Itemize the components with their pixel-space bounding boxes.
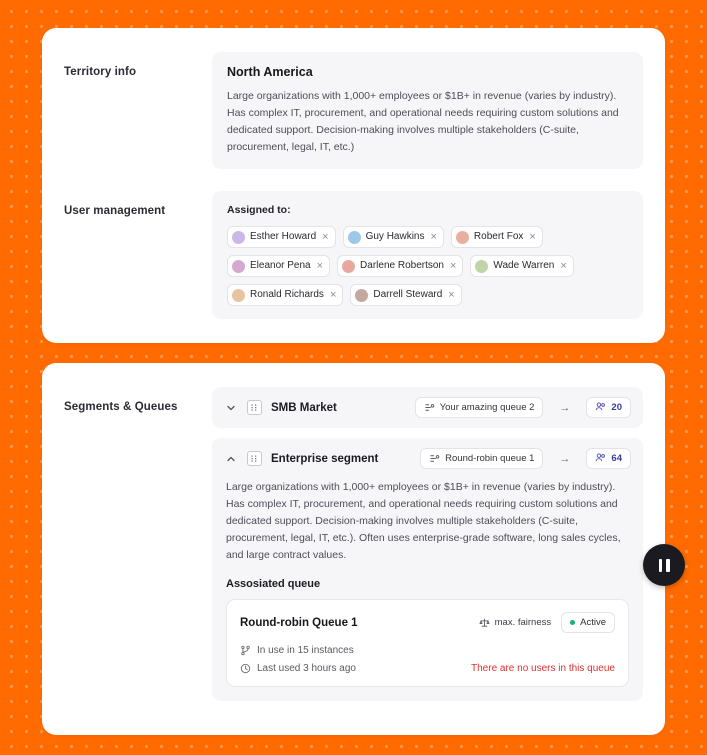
user-management-row bbox=[64, 191, 643, 319]
fairness-label: max. fairness bbox=[494, 617, 552, 628]
avatar bbox=[232, 231, 245, 244]
queue-card[interactable] bbox=[226, 599, 629, 687]
user-chip-label: Esther Howard bbox=[250, 231, 317, 242]
member-count: 64 bbox=[611, 453, 622, 464]
remove-user-icon[interactable]: × bbox=[448, 288, 455, 301]
queue-instances-row bbox=[240, 645, 615, 656]
queue-pill-label: Your amazing queue 2 bbox=[439, 402, 535, 413]
avatar bbox=[342, 260, 355, 273]
queue-card-header bbox=[240, 612, 615, 633]
fairness-indicator bbox=[479, 617, 552, 628]
territory-info-panel bbox=[212, 52, 643, 169]
queue-pill[interactable] bbox=[420, 448, 543, 469]
user-chip-label: Eleanor Pena bbox=[250, 260, 311, 271]
status-label: Active bbox=[580, 617, 606, 628]
avatar bbox=[355, 289, 368, 302]
avatar bbox=[456, 231, 469, 244]
user-chip[interactable] bbox=[470, 255, 573, 277]
status-badge[interactable] bbox=[561, 612, 615, 633]
avatar bbox=[348, 231, 361, 244]
member-count-pill[interactable] bbox=[586, 397, 631, 418]
territory-info-row bbox=[64, 52, 643, 169]
clock-icon bbox=[240, 663, 251, 674]
users-icon bbox=[595, 401, 606, 415]
user-management-label: User management bbox=[64, 205, 166, 217]
queue-card-title: Round-robin Queue 1 bbox=[240, 616, 358, 629]
queue-icon bbox=[424, 402, 435, 413]
arrow-right-icon: → bbox=[559, 452, 571, 465]
segments-label: Segments & Queues bbox=[64, 401, 178, 413]
user-chip[interactable] bbox=[343, 226, 444, 248]
avatar bbox=[475, 260, 488, 273]
member-count-pill[interactable] bbox=[586, 448, 631, 469]
assigned-to-label: Assigned to: bbox=[227, 204, 291, 216]
territory-card bbox=[42, 28, 665, 343]
arrow-right-icon: → bbox=[559, 401, 571, 414]
remove-user-icon[interactable]: × bbox=[529, 230, 536, 243]
user-chip-label: Guy Hawkins bbox=[365, 231, 425, 242]
user-chip[interactable] bbox=[227, 255, 330, 277]
remove-user-icon[interactable]: × bbox=[329, 288, 337, 301]
segment-header[interactable] bbox=[212, 438, 643, 479]
segment-name: SMB Market bbox=[271, 401, 337, 414]
users-icon bbox=[595, 452, 606, 466]
balance-icon bbox=[479, 617, 490, 628]
segment-body bbox=[212, 479, 643, 701]
remove-user-icon[interactable]: × bbox=[449, 259, 457, 272]
queue-instances-label: In use in 15 instances bbox=[257, 645, 354, 656]
queue-warning: There are no users in this queue bbox=[471, 663, 615, 674]
pause-button[interactable] bbox=[643, 544, 685, 586]
drag-handle-icon[interactable] bbox=[247, 400, 262, 415]
user-chip-label: Ronald Richards bbox=[250, 289, 324, 300]
pause-bar-left bbox=[659, 559, 663, 572]
pause-bar-right bbox=[666, 559, 670, 572]
queue-pill-label: Round-robin queue 1 bbox=[445, 453, 535, 464]
segment-item-smb[interactable] bbox=[212, 387, 643, 428]
avatar bbox=[232, 289, 245, 302]
user-chip[interactable] bbox=[350, 284, 461, 306]
status-dot-icon bbox=[570, 620, 575, 625]
queue-lastused-row bbox=[240, 663, 615, 674]
territory-title: North America bbox=[227, 65, 313, 79]
user-management-panel bbox=[212, 191, 643, 319]
drag-handle-icon[interactable] bbox=[247, 451, 262, 466]
user-chip[interactable] bbox=[337, 255, 463, 277]
associated-queue-title: Assosiated queue bbox=[226, 578, 321, 590]
chevron-down-icon[interactable] bbox=[224, 401, 238, 415]
user-chip-label: Darlene Robertson bbox=[360, 260, 444, 271]
user-chip[interactable] bbox=[227, 284, 343, 306]
user-chip[interactable] bbox=[451, 226, 543, 248]
segment-item-enterprise[interactable] bbox=[212, 438, 643, 701]
remove-user-icon[interactable]: × bbox=[322, 230, 329, 243]
user-chip-label: Robert Fox bbox=[473, 231, 524, 242]
territory-info-label: Territory info bbox=[64, 66, 137, 78]
territory-description: Large organizations with 1,000+ employees or $1B+ in revenue (varies by industry). Has complex IT, procurement, and operational needs requiring custom solutions and dedicated support. Decision-making involves multiple stakeholders (C-suite, procurement, legal, IT, etc.) bbox=[227, 90, 619, 153]
branch-icon bbox=[240, 645, 251, 656]
remove-user-icon[interactable]: × bbox=[316, 259, 324, 272]
segment-description: Large organizations with 1,000+ employees or $1B+ in revenue (varies by industry). Has complex IT, procurement, and operational needs requiring custom solutions and dedicated support. Decision-making involves multiple stakeholders (C-suite, procurement, legal, IT, etc.). Often uses enterprise-grade software, long sales cycles, and large contract values. bbox=[226, 481, 621, 561]
remove-user-icon[interactable]: × bbox=[430, 230, 437, 243]
member-count: 20 bbox=[611, 402, 622, 413]
user-chip[interactable] bbox=[227, 226, 336, 248]
queue-pill[interactable] bbox=[415, 397, 544, 418]
page-content bbox=[42, 28, 665, 755]
segments-list bbox=[212, 387, 643, 711]
segment-name: Enterprise segment bbox=[271, 452, 379, 465]
user-chip-label: Wade Warren bbox=[493, 260, 555, 271]
segments-row bbox=[64, 387, 643, 711]
chevron-up-icon[interactable] bbox=[224, 452, 238, 466]
assigned-users-list bbox=[227, 226, 628, 306]
user-chip-label: Darrell Steward bbox=[373, 289, 443, 300]
queue-lastused-label: Last used 3 hours ago bbox=[257, 663, 356, 674]
queue-icon bbox=[429, 453, 440, 464]
avatar bbox=[232, 260, 245, 273]
remove-user-icon[interactable]: × bbox=[560, 259, 567, 272]
segments-queues-card bbox=[42, 363, 665, 735]
segment-header[interactable] bbox=[212, 387, 643, 428]
